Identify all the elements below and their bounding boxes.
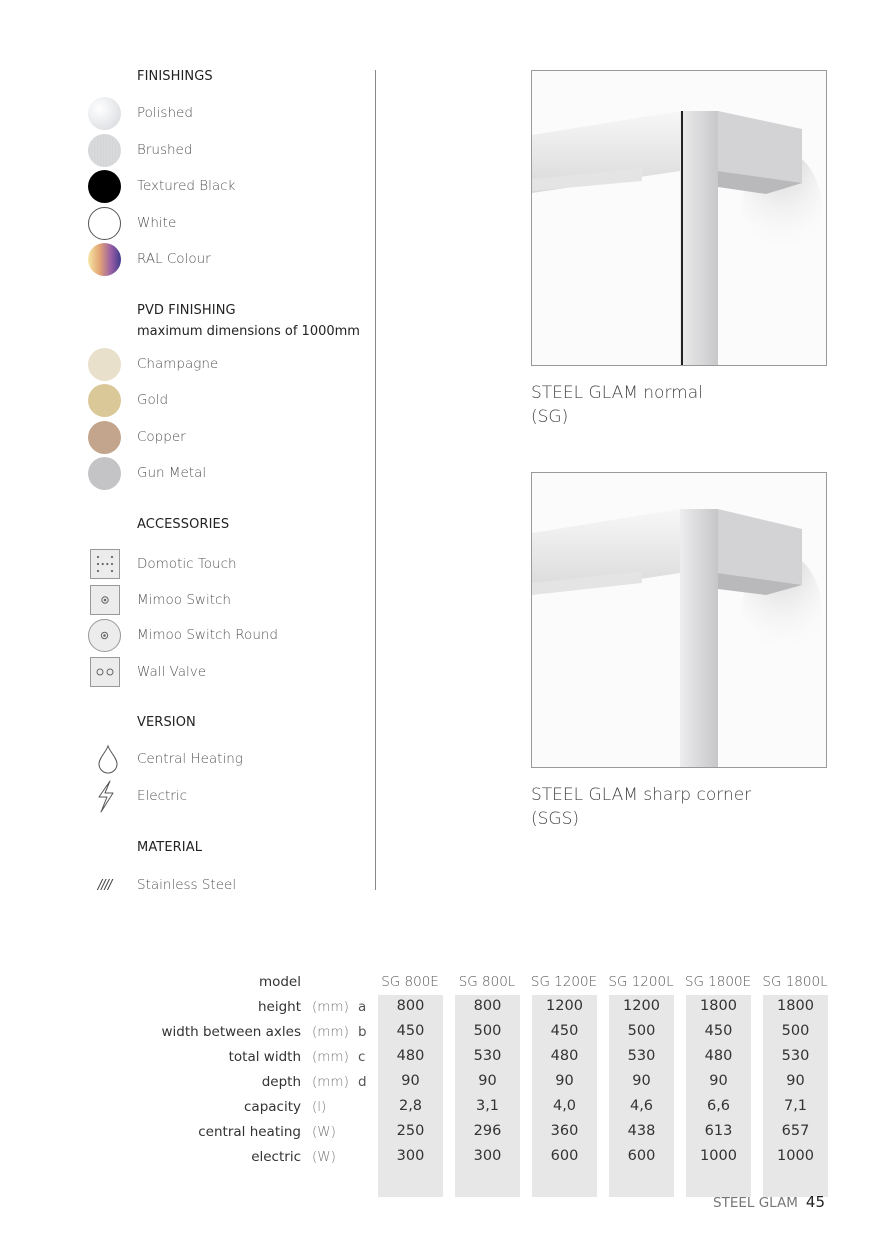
pvd-item-gold [88,383,169,417]
spec-cell: 480 [550,1048,579,1064]
pvd-label: Gold [137,392,169,408]
steel-glam-normal-caption [531,381,703,429]
polished-swatch-icon [88,97,121,130]
spec-cell: 800 [473,998,502,1014]
spec-cell: 480 [396,1048,425,1064]
spec-cell: 3,1 [475,1098,500,1114]
column-divider [375,70,376,890]
water-drop-icon [88,743,121,776]
product-code: (SG) [531,407,569,427]
spec-cell: 1200 [623,998,660,1014]
white-swatch-icon [88,207,121,240]
accessory-item-mimoo-switch-round [88,618,278,652]
spec-row-letter: c [358,1049,366,1065]
spec-cell: 530 [473,1048,502,1064]
finish-label: Brushed [137,142,193,158]
spec-cell: 4,0 [552,1098,577,1114]
gun-metal-swatch-icon [88,457,121,490]
accessory-label: Wall Valve [137,664,207,680]
accessory-item-wall-valve [88,655,207,689]
accessory-label: Mimoo Switch Round [137,627,278,643]
pvd-heading: PVD FINISHING [137,303,236,318]
material-label: Stainless Steel [137,877,237,893]
spec-row-label: central heating [198,1124,301,1140]
spec-cell: 800 [396,998,425,1014]
spec-row-letter: d [358,1074,367,1090]
spec-row-unit: (mm) [312,1074,349,1090]
version-item-electric [88,779,188,813]
model-header: SG 1200L [608,974,674,990]
wall-valve-icon [90,657,120,687]
spec-cell: 296 [473,1123,502,1139]
spec-cell: 1800 [777,998,814,1014]
finish-label: RAL Colour [137,251,211,267]
pvd-item-champagne [88,347,219,381]
spec-row-label: height [257,999,301,1015]
spec-row-unit: (mm) [312,1024,349,1040]
gold-swatch-icon [88,384,121,417]
model-header: SG 800E [381,974,439,990]
finishings-heading: FINISHINGS [137,69,213,84]
model-header: SG 1800E [684,974,752,990]
pvd-item-gun-metal [88,456,207,490]
spec-row-letter: b [358,1024,367,1040]
spec-row-label: capacity [244,1099,301,1115]
finish-item-polished [88,96,193,130]
spec-cell: 90 [632,1073,651,1089]
spec-cell: 500 [781,1023,810,1039]
domotic-touch-icon [90,549,120,579]
spec-cell: 300 [473,1148,502,1164]
spec-cell: 90 [555,1073,574,1089]
spec-cell: 90 [478,1073,497,1089]
spec-cell: 500 [473,1023,502,1039]
mimoo-switch-round-icon [88,619,121,652]
copper-swatch-icon [88,421,121,454]
spec-cell: 600 [627,1148,656,1164]
spec-cell: 360 [550,1123,579,1139]
spec-cell: 90 [401,1073,420,1089]
version-label: Electric [137,788,188,804]
finish-label: Polished [137,105,193,121]
finish-item-textured-black [88,169,236,203]
spec-cell: 613 [704,1123,733,1139]
brushed-swatch-icon [88,134,121,167]
spec-row-label: total width [228,1049,301,1065]
product-name: STEEL GLAM sharp corner [531,785,752,805]
spec-cell: 7,1 [783,1098,808,1114]
spec-cell: 657 [781,1123,810,1139]
spec-cell: 6,6 [706,1098,731,1114]
stainless-steel-hatch-icon: //// [97,877,112,893]
finish-label: Textured Black [137,178,236,194]
version-heading: VERSION [137,715,196,730]
page-number: 45 [805,1193,825,1211]
pvd-subheading: maximum dimensions of 1000mm [137,324,360,339]
spec-cell: 4,6 [629,1098,654,1114]
mimoo-switch-icon [90,585,120,615]
spec-row-label: depth [261,1074,301,1090]
accessory-label: Domotic Touch [137,556,237,572]
product-name: STEEL GLAM normal [531,383,703,403]
material-heading: MATERIAL [137,840,203,855]
spec-row-unit: (mm) [312,999,349,1015]
spec-cell: 90 [786,1073,805,1089]
spec-cell: 450 [396,1023,425,1039]
finish-label: White [137,215,177,231]
lightning-bolt-icon [88,780,121,813]
spec-row-unit: (W) [312,1149,336,1165]
steel-glam-sharp-corner-caption [531,783,751,831]
spec-cell: 530 [627,1048,656,1064]
ral-colour-swatch-icon [88,243,121,276]
spec-cell: 438 [627,1123,656,1139]
champagne-swatch-icon [88,348,121,381]
model-header: SG 1200E [530,974,598,990]
spec-cell: 480 [704,1048,733,1064]
model-header: SG 1800L [762,974,828,990]
spec-cell: 1800 [700,998,737,1014]
spec-cell: 2,8 [398,1098,423,1114]
spec-row-label: electric [251,1149,301,1165]
spec-row-unit: (mm) [312,1049,349,1065]
accessory-item-mimoo-switch [88,583,231,617]
spec-cell: 600 [550,1148,579,1164]
spec-cell: 1000 [700,1148,737,1164]
spec-row-unit: (W) [312,1124,336,1140]
pvd-label: Copper [137,429,186,445]
spec-cell: 250 [396,1123,425,1139]
spec-row-unit: (l) [312,1099,327,1115]
accessory-item-domotic-touch [88,547,237,581]
version-label: Central Heating [137,751,243,767]
page-footer [713,1193,825,1211]
finish-item-ral-colour [88,242,211,276]
steel-glam-normal-photo [531,70,827,366]
model-header: SG 800L [458,974,516,990]
accessory-label: Mimoo Switch [137,592,231,608]
spec-cell: 1000 [777,1148,814,1164]
product-code: (SGS) [531,809,580,829]
steel-glam-sharp-corner-photo [531,472,827,768]
spec-cell: 1200 [546,998,583,1014]
finish-item-brushed [88,133,193,167]
accessories-heading: ACCESSORIES [137,517,230,532]
spec-cell: 300 [396,1148,425,1164]
pvd-label: Champagne [137,356,219,372]
spec-cell: 90 [709,1073,728,1089]
pvd-item-copper [88,420,186,454]
spec-row-letter: a [358,999,367,1015]
material-item-stainless-steel [88,868,237,902]
spec-cell: 530 [781,1048,810,1064]
model-label: model [258,974,301,990]
spec-cell: 450 [550,1023,579,1039]
pvd-label: Gun Metal [137,465,207,481]
spec-cell: 450 [704,1023,733,1039]
finish-item-white [88,206,177,240]
footer-brand: STEEL GLAM [713,1195,798,1211]
version-item-central-heating [88,742,243,776]
spec-row-label: width between axles [161,1024,301,1040]
spec-cell: 500 [627,1023,656,1039]
textured-black-swatch-icon [88,170,121,203]
